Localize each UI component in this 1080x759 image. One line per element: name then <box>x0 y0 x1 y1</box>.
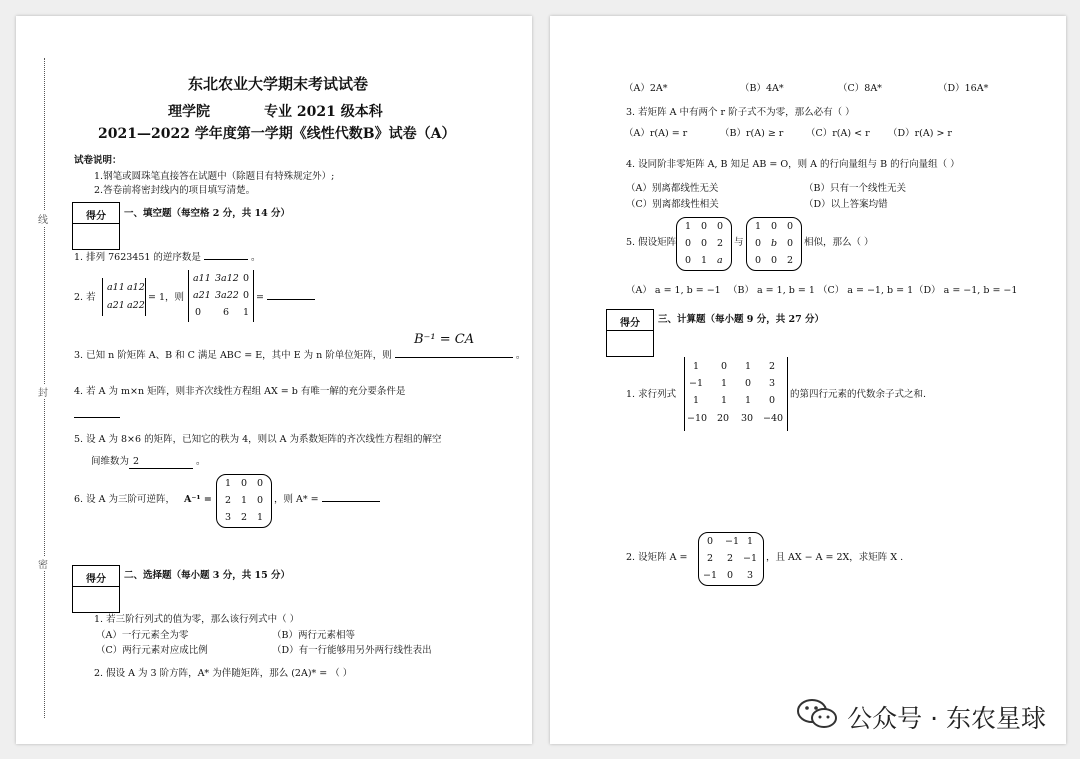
score-box-section-3 <box>606 309 654 357</box>
question-1-2-mid: = 1，则 <box>148 292 185 303</box>
computation-1-prefix: 1. 求行列式 <box>626 389 677 400</box>
score-box-section-1 <box>72 202 120 250</box>
wechat-icon <box>795 697 839 731</box>
question-1-4-blank <box>74 410 120 422</box>
question-1-5-line2: 间维数为 2 。 <box>91 456 206 467</box>
score-label: 得分 <box>620 318 640 329</box>
seal-label-line: 线 <box>38 211 48 226</box>
question-2-3-option-c: （C）r(A) < r <box>806 128 870 139</box>
question-2-2-option-b: （B）4A* <box>740 83 784 94</box>
question-2-3: 3. 若矩阵 A 中有两个 r 阶子式不为零，那么必有（ ） <box>626 107 855 118</box>
question-1-1: 1. 排列 7623451 的逆序数是 。 <box>74 252 261 263</box>
computation-1-suffix: 的第四行元素的代数余子式之和. <box>790 389 927 400</box>
question-1-3-answer-note: B⁻¹ = CA <box>414 332 475 347</box>
exam-page-2 <box>550 16 1066 744</box>
question-1-2-suffix: = <box>256 292 315 304</box>
question-2-2-option-d: （D）16A* <box>938 83 989 94</box>
question-2-1: 1. 若三阶行列式的值为零，那么该行列式中（ ） <box>94 614 300 625</box>
college-name: 理学院 <box>168 104 210 120</box>
question-1-4: 4. 若 A 为 m×n 矩阵，则非齐次线性方程组 AX = b 有唯一解的充分要条件是 <box>74 386 406 397</box>
question-1-6-inverse: A⁻¹ = <box>184 494 212 505</box>
score-box-section-2 <box>72 565 120 613</box>
watermark <box>847 699 1046 735</box>
matrix-a-inverse: 1 0 0 2 1 0 3 2 1 <box>216 474 272 528</box>
computation-2-suffix: ，且 AX − A = 2X，求矩阵 X . <box>766 552 904 563</box>
section-1-title: 一、填空题（每空格 2 分，共 14 分） <box>124 208 291 219</box>
question-2-3-option-d: （D）r(A) > r <box>888 128 952 139</box>
question-2-4: 4. 设同阶非零矩阵 A, B 知足 AB = O，则 A 的行向量组与 B 的行向量组（ ） <box>626 159 960 170</box>
question-2-4-option-c: （C）别离都线性相关 <box>626 199 719 210</box>
exam-page-1 <box>16 16 532 744</box>
question-2-5-option-a: （A） a = 1, b = −1 <box>626 285 721 296</box>
exam-subtitle: 2021—2022 学年度第一学期《线性代数B》试卷（A） <box>98 126 456 142</box>
section-3-title: 三、计算题（每小题 9 分，共 27 分） <box>658 314 825 325</box>
determinant-3x3: a11 3a12 0 a21 3a22 0 0 6 1 <box>188 270 254 322</box>
question-2-3-option-b: （B）r(A) ≥ r <box>720 128 784 139</box>
score-label: 得分 <box>86 211 106 222</box>
question-2-4-option-a: （A）别离都线性无关 <box>626 183 719 194</box>
matrix-a: 0 −1 1 2 2 −1 −1 0 3 <box>698 532 764 586</box>
watermark-text: 公众号 · 东农星球 <box>847 704 1046 733</box>
question-1-5-answer: 2 <box>133 456 140 467</box>
score-label: 得分 <box>86 574 106 585</box>
question-1-3: 3. 已知 n 阶矩阵 A、B 和 C 满足 ABC = E，其中 E 为 n 阶单位矩阵，则 。 <box>74 350 526 361</box>
determinant-2x2: a11 a12 a21 a22 <box>102 278 146 316</box>
question-2-5-suffix: 相似，那么（ ） <box>804 237 874 248</box>
seal-label-seal: 封 <box>38 384 48 399</box>
question-2-5-option-d: （D） a = −1, b = −1 <box>914 285 1018 296</box>
instruction-1: 1.钢笔或圆珠笔直接答在试题中（除题目有特殊规定外）; <box>94 171 335 182</box>
question-2-3-option-a: （A）r(A) = r <box>624 128 688 139</box>
question-2-2-option-c: （C）8A* <box>838 83 882 94</box>
computation-2-prefix: 2. 设矩阵 A = <box>626 552 688 563</box>
question-1-6-suffix: ，则 A* = <box>274 494 380 506</box>
question-2-4-option-b: （B）只有一个线性无关 <box>804 183 906 194</box>
question-1-5-line1: 5. 设 A 为 8×6 的矩阵，已知它的秩为 4，则以 A 为系数矩阵的齐次线性方程组的解空 <box>74 434 442 445</box>
major-grade: 专业 2021 级本科 <box>264 104 383 120</box>
question-2-1-option-c: （C）两行元素对应成比例 <box>96 645 208 656</box>
question-1-2-prefix: 2. 若 <box>74 292 96 303</box>
section-2-title: 二、选择题（每小题 3 分，共 15 分） <box>124 570 291 581</box>
instruction-2: 2.答卷前将密封线内的项目填写清楚。 <box>94 185 256 196</box>
seal-label-secret: 密 <box>38 556 48 571</box>
question-2-5-prefix: 5. 假设矩阵 <box>626 237 677 248</box>
question-2-4-option-d: （D）以上答案均错 <box>804 199 888 210</box>
question-2-2: 2. 假设 A 为 3 阶方阵，A* 为伴随矩阵，那么 (2A)* = （ ） <box>94 668 353 679</box>
question-1-6-prefix: 6. 设 A 为三阶可逆阵， <box>74 494 175 505</box>
determinant-4x4: 1 0 1 2 −1 1 0 3 1 1 1 0 −10 20 30 −40 <box>684 357 788 431</box>
question-2-5-option-c: （C） a = −1, b = 1 <box>818 285 914 296</box>
question-2-2-option-a: （A）2A* <box>624 83 668 94</box>
instructions-title: 试卷说明： <box>74 155 122 166</box>
question-2-1-option-d: （D）有一行能够用另外两行线性表出 <box>272 645 432 656</box>
exam-title: 东北农业大学期末考试试卷 <box>188 75 369 93</box>
matrix-q: 1 0 0 0 b 0 0 0 2 <box>746 217 802 271</box>
question-2-5-option-b: （B） a = 1, b = 1 <box>728 285 815 296</box>
question-2-1-option-a: （A）一行元素全为零 <box>96 630 189 641</box>
question-2-1-option-b: （B）两行元素相等 <box>272 630 355 641</box>
matrix-p: 1 0 0 0 0 2 0 1 a <box>676 217 732 271</box>
question-2-5-and: 与 <box>734 237 744 248</box>
